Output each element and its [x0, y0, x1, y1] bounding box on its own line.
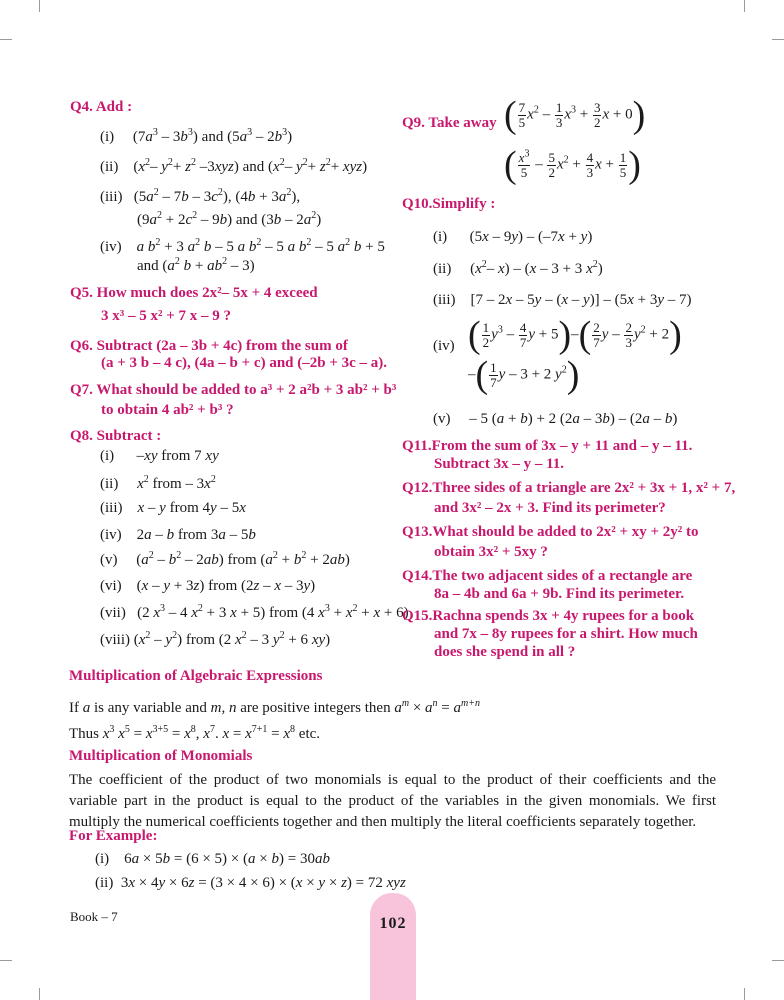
q9-expr1: ( $\frac{7}{5}$ $x^2$ – $\frac{1}{3}$ $x^3$ + $\frac{3}{2}$ x + 0)	[504, 94, 646, 136]
q14-line1: Q14.The two adjacent sides of a rectangle are	[402, 568, 693, 584]
q8-item: (viii) $(x^2 - y^2)$ from (2 $x^2 - 3$ $y^2 + 6$ xy)	[100, 630, 331, 648]
q9-title: Q9. Take away	[402, 115, 497, 131]
q6-line1: Q6. Subtract (2a – 3b + 4c) from the sum of	[70, 338, 348, 354]
q8-item: (iii) x – y from 4y – 5x	[100, 500, 246, 516]
q10-item: (iii) [7 – 2x – 5y – (x – y)] – (5x + 3y – 7)	[433, 292, 692, 308]
crop-mark	[772, 39, 784, 40]
q11-line2: Subtract 3x – y – 11.	[434, 456, 565, 472]
monomials-paragraph: The coefficient of the product of two monomials is equal to the product of their coefficients and the variable part in the product is equal to the product of the variables in the given monomials. We first multiply the numerical coefficients together and then multiply the literal coefficients separately together.	[69, 772, 716, 830]
crop-mark	[0, 39, 12, 40]
q4-title: Q4. Add :	[70, 99, 133, 115]
book-label: Book – 7	[70, 909, 118, 924]
example-item: (i) 6a × 5b = (6 × 5) × (a × b) = 30ab	[95, 851, 330, 867]
q4-item: (iii) $(5a^2 - 7b - 3c^2)$, $(4b + 3a^2)$,	[100, 187, 301, 205]
q12-line1: Q12.Three sides of a triangle are 2x² + 3x + 1, x² + 7,	[402, 480, 736, 496]
q6-line2: (a + 3 b – 4 c), (4a – b + c) and (–2b + 3c – a).	[101, 355, 388, 371]
q9-expr2: ( $\frac{x^3}{5}$ – $\frac{5}{2}$ $x^2$ + $\frac{4}{3}$ x + $\frac{1}{5}$ )	[504, 144, 641, 186]
q7-line2: to obtain 4 ab² + b³ ?	[101, 402, 234, 418]
crop-mark	[0, 960, 12, 961]
example-item: (ii) 3x × 4y × 6z = (3 × 4 × 6) × (x × y × z) = 72 xyz	[95, 875, 406, 891]
q11-line1: Q11.From the sum of 3x – y + 11 and – y – 11.	[402, 438, 693, 454]
q12-line2: and 3x² – 2x + 3. Find its perimeter?	[434, 500, 666, 516]
q10-item: (iv)	[433, 338, 455, 354]
q10-item: (ii) ($x^2-$ x) – (x – 3 + 3 $x^2$)	[433, 259, 603, 277]
example-heading: For Example:	[69, 828, 158, 844]
q14-line2: 8a – 4b and 6a + 9b. Find its perimeter.	[434, 586, 685, 602]
rule-text: If a is any variable and m, n are positive integers then $a^m \times a^n = a^{m+n}$	[69, 698, 480, 716]
crop-mark	[744, 988, 745, 1000]
q8-item: (vi) (x – y + 3z) from (2z – x – 3y)	[100, 578, 316, 594]
q15-line3: does she spend in all ?	[434, 644, 576, 660]
q15-line2: and 7x – 8y rupees for a shirt. How much	[434, 626, 698, 642]
q4-item-cont: and ($a^2$ $b + ab^2 - 3$)	[137, 256, 255, 274]
q10-item: (i) (5x – 9y) – (–7x + y)	[433, 229, 593, 245]
rule-example: Thus $x^3$ $x^5 = x^{3+5} = x^8$, $x^7$. $x = x^{7+1} = x^8$ etc.	[69, 724, 321, 742]
crop-mark	[39, 0, 40, 12]
crop-mark	[744, 0, 745, 12]
page-number: 102	[379, 915, 407, 932]
q10-title: Q10.Simplify :	[402, 196, 496, 212]
q4-item: (i) $(7a^3 - 3b^3)$ and $(5a^3 - 2b^3)$	[100, 127, 293, 145]
q10-expr-iv: ( $\frac{1}{2}$ $y^3$ – $\frac{4}{7}$ y + 5)–( $\frac{2}{7}$ y – $\frac{2}{3}$ $y^2 + 2$)	[468, 314, 682, 356]
q8-title: Q8. Subtract :	[70, 428, 162, 444]
q13-line1: Q13.What should be added to 2x² + xy + 2y² to	[402, 524, 699, 540]
section-heading-multiplication: Multiplication of Algebraic Expressions	[69, 668, 323, 684]
q5-line2: 3 x³ – 5 x² + 7 x – 9 ?	[101, 308, 232, 324]
q15-line1: Q15.Rachna spends 3x + 4y rupees for a book	[402, 608, 695, 624]
q8-item: (ii) $x^2$ from – $3x^2$	[100, 474, 216, 492]
q10-expr-iv-cont: –( $\frac{1}{7}$ y – 3 + 2 $y^2$)	[468, 354, 580, 396]
q8-item: (iv) 2a – b from 3a – 5b	[100, 527, 256, 543]
q8-item: (i) –xy from 7 xy	[100, 448, 219, 464]
q13-line2: obtain 3x² + 5xy ?	[434, 544, 548, 560]
q8-item: (v) $(a^2 - b^2 - 2ab)$ from $(a^2 + b^2 + 2ab)$	[100, 550, 350, 568]
crop-mark	[772, 960, 784, 961]
q7-line1: Q7. What should be added to a³ + 2 a²b + 3 ab² + b³	[70, 382, 397, 398]
q4-item: (ii) ($x^2-$ $y^2+ z^2$ –3xyz) and ($x^2-$ $y^2+ z^2+ xyz$)	[100, 157, 368, 175]
crop-mark	[39, 988, 40, 1000]
section-heading-monomials: Multiplication of Monomials	[69, 748, 253, 764]
q5-line1: Q5. How much does 2x²– 5x + 4 exceed	[70, 285, 318, 301]
page-number-badge	[370, 893, 416, 1000]
q4-item-cont: $(9a^2 + 2c^2 - 9b)$ and $(3b - 2a^2)$	[137, 210, 322, 228]
q4-item: (iv) a $b^2 + 3$ $a^2$ b – 5 a $b^2 - 5$ a $b^2 - 5$ $a^2$ b + 5	[100, 237, 385, 255]
q10-item: (v) – 5 (a + b) + 2 (2a – 3b) – (2a – b)	[433, 411, 678, 427]
q8-item: (vii) (2 $x^3 - 4$ $x^2 + 3$ x + 5) from (4 $x^3 + x^2 + x + 6$)	[100, 603, 409, 621]
